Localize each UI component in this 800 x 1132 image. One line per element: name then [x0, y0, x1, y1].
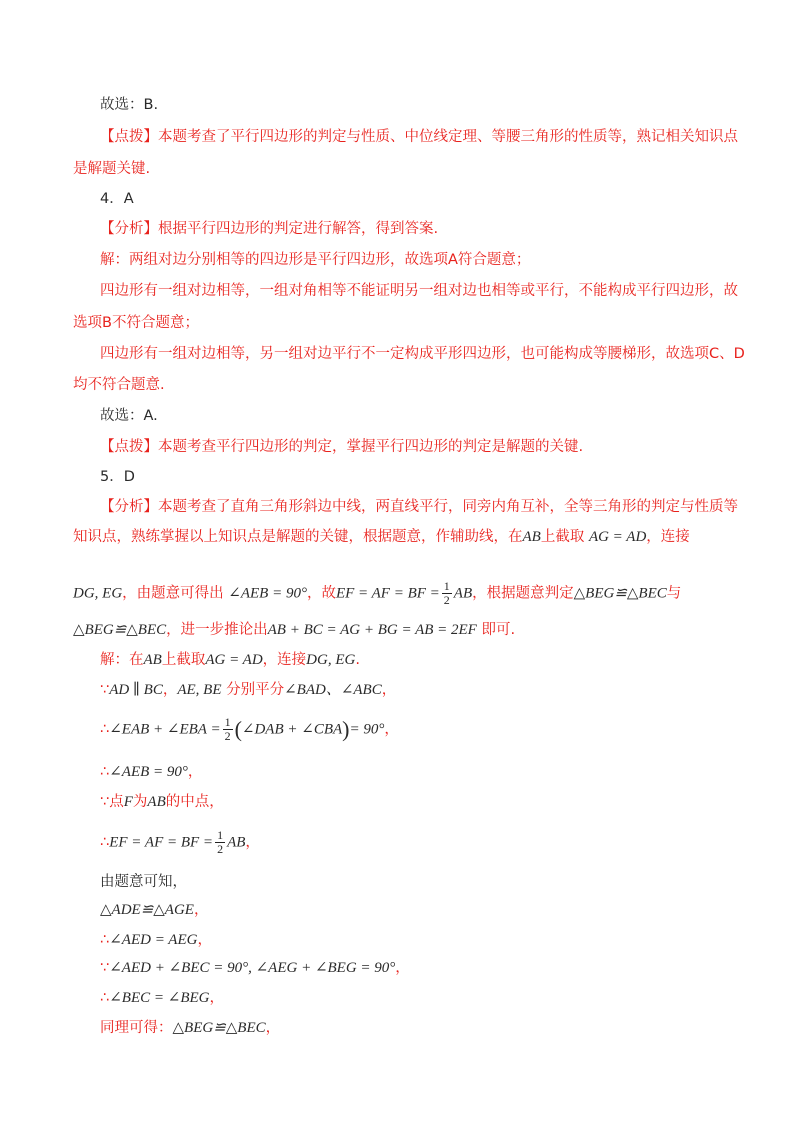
math: AB: [227, 834, 246, 851]
math: AE, BE: [177, 682, 222, 698]
text: 四边形有一组对边相等，一组对角相等不能证明另一组对边也相等或平行，不能构成平行四边形，故: [100, 283, 738, 299]
math: △BEG≌△BEC: [73, 622, 167, 638]
math: ∠EAB + ∠EBA =: [109, 721, 221, 738]
text-line: [73, 527, 690, 547]
text-line: [100, 680, 396, 700]
text-line: [100, 344, 745, 364]
text: 【分析】根据平行四边形的判定进行解答，得到答案.: [100, 221, 439, 237]
text-line: [100, 762, 202, 782]
text: 同理可得：: [100, 1020, 173, 1036]
text-line: [73, 159, 150, 179]
text: ，: [384, 721, 399, 738]
text: ，: [395, 960, 410, 976]
fraction-numerator: 1: [224, 715, 231, 729]
math: ∠BAD、∠ABC: [284, 682, 382, 698]
math: AB: [147, 794, 166, 810]
text: 均不符合题意.: [73, 377, 165, 393]
fraction: [442, 580, 452, 607]
math: AD ∥ BC: [109, 682, 163, 698]
text: 与: [666, 585, 682, 602]
text-line: [73, 375, 165, 395]
math: AB: [522, 529, 541, 545]
fraction-numerator: 1: [443, 579, 450, 593]
text: 5．D: [100, 469, 135, 485]
therefore-symbol: ∴: [100, 721, 110, 738]
math: △ADE≌△AGE: [100, 902, 194, 918]
text: 解：在: [100, 652, 144, 668]
text: 为: [132, 794, 148, 810]
text: 是解题关键.: [73, 161, 151, 177]
math: = 90°: [349, 721, 385, 738]
text-line: [100, 95, 158, 115]
text-line: [100, 958, 410, 978]
text-line: [100, 829, 260, 856]
text: 上截取: [540, 529, 585, 545]
text: 上截取: [161, 652, 206, 668]
text: ，连接: [262, 652, 307, 668]
text-line: [73, 620, 515, 640]
text: ，: [265, 1020, 281, 1036]
text-line: [100, 1018, 280, 1038]
therefore-symbol: ∴: [100, 764, 110, 780]
fraction: [215, 829, 225, 856]
text-line: [100, 930, 212, 950]
math: AB: [453, 585, 473, 602]
math: DG, EG: [73, 585, 123, 602]
fraction-denominator: 2: [217, 842, 224, 856]
right-paren: ): [342, 716, 350, 742]
text: 故选：B.: [100, 97, 159, 113]
therefore-symbol: ∴: [100, 990, 110, 1006]
math: DG, EG: [306, 652, 356, 668]
text-line: [100, 437, 583, 457]
text-line: [100, 716, 399, 743]
text: 的中点，: [165, 794, 224, 810]
math: △BEG≌△BEC: [172, 1020, 266, 1036]
text: ，: [245, 834, 260, 851]
text: 【分析】本题考查了直角三角形斜边中线，两直线平行，同旁内角互补，全等三角形的判定与性质等: [100, 499, 738, 515]
math: ∠AED + ∠BEC = 90°, ∠AEG + ∠BEG = 90°: [109, 960, 396, 976]
math: AG = AD: [205, 652, 263, 668]
text-line: [73, 580, 681, 607]
text: 故选：A.: [100, 408, 158, 424]
text: 【点拨】本题考查平行四边形的判定，掌握平行四边形的判定是解题的关键.: [100, 439, 584, 455]
text: 【点拨】本题考查了平行四边形的判定与性质、中位线定理、等腰三角形的性质等，熟记相关知识点: [100, 129, 738, 145]
text: ，: [197, 932, 212, 948]
math: EF = AF = BF =: [335, 585, 440, 602]
math: ∠BEC = ∠BEG: [109, 990, 210, 1006]
text: ，: [187, 764, 203, 780]
text-line: [73, 313, 199, 333]
text: ，故: [306, 585, 336, 602]
text: 即可.: [481, 622, 516, 638]
text: 分别平分: [226, 682, 285, 698]
text-line: [100, 900, 208, 920]
text: .: [355, 652, 360, 668]
text: ∵点: [100, 794, 124, 810]
math: ∠AEB = 90°: [228, 585, 307, 602]
text: ，: [381, 682, 397, 698]
text-line: [100, 650, 360, 670]
answer-heading: [100, 189, 134, 209]
text-line: [100, 406, 158, 426]
fraction: [223, 716, 233, 743]
because-symbol: ∵: [100, 682, 110, 698]
text: 由题意可知，: [100, 874, 187, 890]
text-line: [100, 792, 224, 812]
text-line: [100, 281, 738, 301]
math: AB: [143, 652, 162, 668]
text: 解：两组对边分别相等的四边形是平行四边形，故选项A符合题意；: [100, 252, 531, 268]
math: AB + BC = AG + BG = AB = 2EF: [267, 622, 477, 638]
math: EF = AF = BF =: [109, 834, 214, 851]
math: ∠DAB + ∠CBA: [241, 721, 343, 738]
text-line: [100, 127, 738, 147]
fraction-numerator: 1: [217, 828, 224, 842]
text: ，由题意可得出: [122, 585, 224, 602]
math: ∠AEB = 90°: [109, 764, 188, 780]
text-line: [100, 497, 738, 517]
therefore-symbol: ∴: [100, 932, 110, 948]
therefore-symbol: ∴: [100, 834, 110, 851]
fraction-denominator: 2: [443, 593, 450, 607]
math: F: [123, 794, 133, 810]
text-line: [100, 988, 224, 1008]
text: ，: [209, 990, 224, 1006]
text: 选项B不符合题意；: [73, 315, 199, 331]
text: 4．A: [100, 191, 134, 207]
math: AG = AD: [588, 529, 647, 545]
text-line: [100, 219, 438, 239]
math: △BEG≌△BEC: [573, 585, 667, 602]
answer-heading: [100, 467, 135, 487]
text: 知识点，熟练掌握以上知识点是解题的关键，根据题意，作辅助线，在: [73, 529, 523, 545]
text: ，: [162, 682, 178, 698]
math: ∠AED = AEG: [109, 932, 198, 948]
left-paren: (: [234, 716, 242, 742]
text: ，根据题意判定: [472, 585, 574, 602]
fraction-denominator: 2: [224, 729, 231, 743]
text-line: [100, 872, 187, 892]
text: ，连接: [646, 529, 690, 545]
text: ，进一步推论出: [166, 622, 268, 638]
text: 四边形有一组对边相等，另一组对边平行不一定构成平形四边形，也可能构成等腰梯形，故选项C、D: [100, 346, 745, 362]
because-symbol: ∵: [100, 960, 110, 976]
text-line: [100, 250, 530, 270]
text: ，: [193, 902, 209, 918]
